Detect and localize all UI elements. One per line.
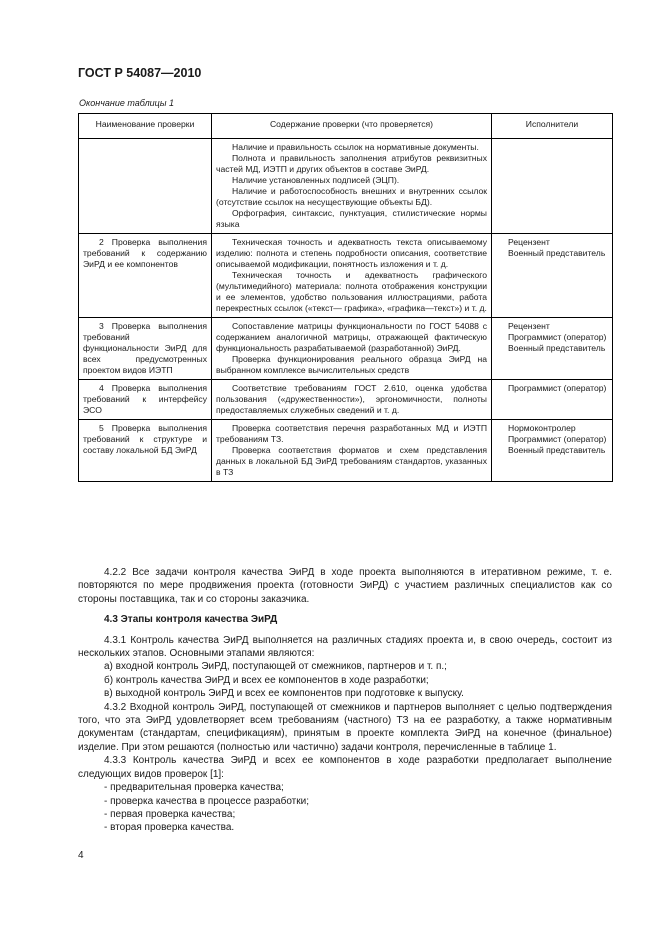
paragraph-4-3-3: 4.3.3 Контроль качества ЭиРД и всех ее компонентов в ходе разработки предполагает выполнение следующих видов проверок [1]: [78, 755, 612, 780]
executor-name: Военный представитель [508, 445, 606, 455]
executor-name: Нормоконтролер [508, 423, 576, 433]
check-name-cell [79, 139, 212, 234]
check-name-cell [79, 420, 212, 482]
check-content-paragraph: Полнота и правильность заполнения атрибутов реквизитных частей МД, ИЭТП и других объектов в составе ЭиРД. [216, 153, 487, 174]
list-item: - проверка качества в процессе разработки; [104, 795, 309, 807]
check-content-cell [212, 380, 492, 420]
table-caption: Окончание таблицы 1 [79, 98, 174, 108]
list-item: - первая проверка качества; [104, 808, 236, 820]
body-text [78, 566, 612, 835]
section-heading-4-3: 4.3 Этапы контроля качества ЭиРД [104, 614, 278, 626]
check-name-text: 4 Проверка выполнения требований к интерфейсу ЭСО [83, 383, 207, 415]
page-number: 4 [78, 850, 84, 861]
check-content-paragraph: Наличие установленных подписей (ЭЦП). [232, 175, 400, 185]
executors-cell [492, 318, 613, 380]
paragraph-4-3-1: 4.3.1 Контроль качества ЭиРД выполняется на различных стадиях проекта и, в свою очередь, состоит из нескольких этапов. Основными этапами являются: [78, 634, 612, 660]
executor-name: Программист (оператор) [508, 434, 607, 444]
list-item-b: б) контроль качества ЭиРД и всех ее компонентов в ходе разработки; [104, 674, 429, 686]
paragraph-4-3-2: 4.3.2 Входной контроль ЭиРД, поступающей от смежников и партнеров выполняет с целью подтверждения того, что эта ЭиРД удовлетворяет всем требованиям (частного) ТЗ на ее разработку, а также нормативным документам (стандартам, спецификациям), принятым в проекте комплекта ЭиРД на конечное (финальное) изделие. При этом решаются (полностью или частично) задачи контроля, перечисленные в таблице 1. [78, 701, 612, 753]
table-row [79, 234, 613, 318]
column-header: Содержание проверки (что проверяется) [212, 114, 492, 139]
column-header: Наименование проверки [79, 114, 212, 139]
check-name-cell [79, 318, 212, 380]
document-header: ГОСТ Р 54087—2010 [78, 66, 202, 80]
check-content-paragraph: Наличие и правильность ссылок на нормативные документы. [232, 142, 479, 152]
check-name-text: 3 Проверка выполнения требований функциональности ЭиРД для всех предусмотренных проектом видов ИЭТП [83, 321, 207, 375]
check-content-paragraph: Проверка функционирования реального образца ЭиРД на выбранном комплексе вычислительных средств [216, 354, 487, 375]
list-item: - предварительная проверка качества; [104, 782, 284, 794]
check-content-paragraph: Наличие и работоспособность внешних и внутренних ссылок (отсутствие ссылок на несуществующие объекты БД). [216, 186, 487, 207]
list-item-a: а) входной контроль ЭиРД, поступающей от смежников, партнеров и т. п.; [104, 661, 447, 673]
check-content-cell [212, 420, 492, 482]
table-header-row [79, 114, 613, 139]
executors-cell [492, 234, 613, 318]
check-name-cell [79, 234, 212, 318]
checks-table [78, 113, 613, 482]
column-header: Исполнители [492, 114, 613, 139]
table-row [79, 420, 613, 482]
executor-name: Военный представитель [508, 343, 606, 353]
check-content-cell [212, 318, 492, 380]
executor-name: Военный представитель [508, 248, 606, 258]
list-item: - вторая проверка качества. [104, 822, 235, 834]
check-content-paragraph: Орфография, синтаксис, пунктуация, стилистические нормы языка [216, 208, 487, 229]
executors-cell [492, 420, 613, 482]
check-content-paragraph: Проверка соответствия перечня разработанных МД и ИЭТП требованиям ТЗ. [216, 423, 487, 444]
check-content-paragraph: Техническая точность и адекватность графического (мультимедийного) материала: полнота отображения конструкции и ее элементов, удобство пользования иллюстрациями, работа перекрестных ссылок («текст— графика», «графика—текст») и т. д. [216, 270, 487, 313]
executor-name: Рецензент [508, 321, 550, 331]
paragraph-4-2-2: 4.2.2 Все задачи контроля качества ЭиРД в ходе проекта выполняются в итеративном режиме, т. е. повторяются по мере продвижения проекта (готовности ЭиРД) с участием различных специалистов как со стороны поставщика, так и со стороны заказчика. [78, 567, 612, 605]
check-content-cell [212, 234, 492, 318]
table-row [79, 318, 613, 380]
check-content-paragraph: Проверка соответствия форматов и схем представления данных в локальной БД ЭиРД требованиям стандартов, указанных в ТЗ [216, 445, 487, 477]
check-name-text: 5 Проверка выполнения требований к структуре и составу локальной БД ЭиРД [83, 423, 207, 455]
executors-cell [492, 380, 613, 420]
check-content-paragraph: Техническая точность и адекватность текста описываемому изделию: полнота и степень подробности описания, соответствие описываемой модификации, понятность изложения и т. д. [216, 237, 487, 269]
check-content-paragraph: Соответствие требованиям ГОСТ 2.610, оценка удобства пользования («дружественности»), эргономичности, полноты предоставляемых служебных сведений и т. д. [216, 383, 487, 415]
table-row [79, 380, 613, 420]
check-name-cell [79, 380, 212, 420]
list-item-v: в) выходной контроль ЭиРД и всех ее компонентов при подготовке к выпуску. [104, 688, 464, 700]
executor-name: Рецензент [508, 237, 550, 247]
executors-cell [492, 139, 613, 234]
check-content-cell [212, 139, 492, 234]
executor-name: Программист (оператор) [508, 332, 607, 342]
table-row [79, 139, 613, 234]
executor-name: Программист (оператор) [508, 383, 607, 393]
check-name-text: 2 Проверка выполнения требований к содержанию ЭиРД и ее компонентов [83, 237, 207, 269]
check-content-paragraph: Сопоставление матрицы функциональности по ГОСТ 54088 с содержанием аналогичной матрицы, отражающей фактическую функциональность разрабатываемой (разработанной) ЭиРД. [216, 321, 487, 353]
